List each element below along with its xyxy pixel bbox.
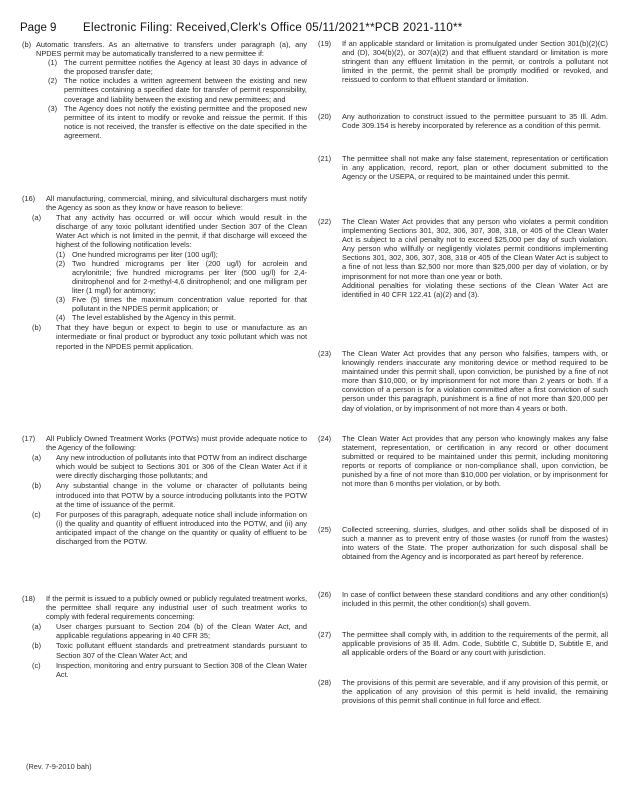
- list-item: (a) Any new introduction of pollutants into that POTW from an indirect discharge which would be subject to Sections 301 or 306 of the Clean Water Act if it were directly discharging those pollutants; and: [32, 453, 307, 481]
- list-item: (c) For purposes of this paragraph, adequate notice shall include information on (i) the quality and quantity of effluent introduced into the POTW, and (ii) any anticipated impact of the change on the quantity or quality of effluent to be discharged from the POTW.: [32, 509, 307, 547]
- section-17-text: All Publicly Owned Treatment Works (POTWs) must provide adequate notice to the Agency of the following:: [46, 434, 307, 453]
- section-number: (27): [318, 630, 332, 639]
- page-header: [20, 22, 610, 38]
- section-text: If an applicable standard or limitation is promulgated under Section 301(b)(2)(C) and (D), 304(b)(2), or 307(a)(2) and that effluent standard or limitation is more stringent than any effluent limitation in the permit, or controls a pollutant not limited in the permit, the permit shall be promptly modified or revoked, and reissued to conform to that effluent standard or limitation.: [342, 39, 608, 85]
- section-number: (19): [318, 39, 332, 48]
- section-number: (21): [318, 154, 332, 163]
- section-text: The permittee shall comply with, in addition to the requirements of the permit, all applicable provisions of 35 Ill. Adm. Code, Subtitle C, Subtitle D, Subtitle E, and all applicable orders of the Board or any court with jurisdiction.: [342, 630, 608, 658]
- section-text: The permittee shall not make any false statement, representation or certification in any application, record, report, plan or other document submitted to the Agency or the USEPA, or required to be maintained under this permit.: [342, 154, 608, 182]
- section-text: Collected screening, slurries, sludges, and other solids shall be disposed of in such a manner as to prevent entry of those wastes (or runoff from the wastes) into waters of the State. The proper authorization for such disposal shall be obtained from the Agency and is incorporated as part hereof by reference.: [342, 525, 608, 562]
- section-number: (23): [318, 349, 332, 358]
- section-number: (22): [318, 217, 332, 226]
- list-item: (b) Toxic pollutant effluent standards and pretreatment standards pursuant to Section 307 of the Clean Water Act; and: [32, 641, 307, 660]
- list-item: (3) Five (5) times the maximum concentration value reported for that pollutant in the NPDES permit application; or: [56, 295, 307, 314]
- section-18: [22, 594, 307, 679]
- revision-footer: (Rev. 7-9-2010 bah): [26, 762, 92, 771]
- list-item: (2) Two hundred micrograms per liter (200 ug/l) for acrolein and acrylonitrile; five hundred micrograms per liter (500 ug/l) for 2,4-dinitrophenol and for 2-methyl-4,6 dinitrophenol; and one milligram per liter (1 mg/l) for antimony;: [56, 258, 307, 295]
- section-text: The Clean Water Act provides that any person who falsifies, tampers with, or knowingly renders inaccurate any monitoring device or method required to be maintained under this permit shall, upon conviction, be punished by a fine of not more than $10,000, or by imprisonment for not more than 2 years or both. If a conviction of a person is for a violation committed after a first conviction of such person under this paragraph, punishment is a fine of not more than $20,000 per day of violation, or by imprisonment of not more than 4 years or both.: [342, 349, 608, 413]
- section-number: (28): [318, 678, 332, 687]
- section-number: (24): [318, 434, 332, 443]
- list-item: (1) The current permittee notifies the Agency at least 30 days in advance of the proposed transfer date;: [48, 58, 307, 77]
- list-item: (4) The level established by the Agency in this permit.: [56, 313, 236, 323]
- section-number: (26): [318, 590, 332, 599]
- section-23: [318, 349, 608, 413]
- section-16-text: All manufacturing, commercial, mining, and silvicultural dischargers must notify the Agency as soon as they know or have reason to believe:: [46, 194, 307, 213]
- section-text: Any authorization to construct issued to the permittee pursuant to 35 Ill. Adm. Code 309.154 is hereby incorporated by reference as a condition of this permit.: [342, 112, 608, 131]
- list-item: (1) One hundred micrograms per liter (100 ug/l);: [56, 249, 218, 259]
- section-25: [318, 525, 608, 561]
- section-19: [318, 39, 608, 84]
- list-item: (3) The Agency does not notify the existing permittee and the proposed new permittee of its intent to modify or revoke and reissue the permit. If this notice is not received, the transfer is effective on the date specified in the agreement.: [48, 103, 307, 140]
- list-item: (b) Any substantial change in the volume or character of pollutants being introduced into that POTW by a source introducing pollutants into the POTW at the time of issuance of the permit.: [32, 481, 307, 509]
- section-text: The Clean Water Act provides that any person who knowingly makes any false statement, representation, or certification in any record or other document submitted or required to be maintained under this permit, including monitoring reports or reports of compliance or non-compliance shall, upon conviction, be punished by a fine of not more than $10,000 per violation, or by imprisonment for not more than 6 months per violation, or by both.: [342, 434, 608, 489]
- section-15b: [22, 39, 307, 140]
- section-21: [318, 154, 608, 181]
- section-text: The Clean Water Act provides that any person who violates a permit condition implementing Sections 301, 302, 306, 307, 308, 318, or 405 of the Clean Water Act is subject to a civil penalty not to exceed $25,000 per day of such violation. Any person who willfully or negligently violates permit conditions implementing Sections 301, 302, 306, 307, 308, 318 or 405 of the Clean Water Act is subject to a fine of not less than $2,500 nor more than $25,000 per day of violation, or by imprisonment for not more than one year or both.: [342, 217, 608, 281]
- list-item: (2) The notice includes a written agreement between the existing and new permittees containing a specified date for transfer of permit responsibility, coverage and liability between the existing and new permittees; and: [48, 76, 307, 104]
- section-28: [318, 678, 608, 705]
- section-number: (20): [318, 112, 332, 121]
- section-text-additional: Additional penalties for violating these sections of the Clean Water Act are identified in 40 CFR 122.41 (a)(2) and (3).: [342, 280, 608, 299]
- filing-stamp: Electronic Filing: Received,Clerk's Office 05/11/2021**PCB 2021-110**: [83, 22, 463, 34]
- section-15b-text: Automatic transfers. As an alternative to transfers under paragraph (a), any NPDES permit may be automatically transferred to a new permittee if:: [36, 40, 307, 59]
- section-15b-label: (b): [22, 40, 32, 49]
- section-number: (18): [22, 594, 36, 603]
- list-item: (a) User charges pursuant to Section 204 (b) of the Clean Water Act, and applicable regulations appearing in 40 CFR 35;: [32, 622, 307, 641]
- section-22: [318, 217, 608, 299]
- list-item: (c) Inspection, monitoring and entry pursuant to Section 308 of the Clean Water Act.: [32, 660, 307, 679]
- section-number: (17): [22, 434, 36, 443]
- page-number: Page 9: [20, 22, 57, 34]
- section-text: In case of conflict between these standard conditions and any other condition(s) included in this permit, the other condition(s) shall govern.: [342, 590, 608, 609]
- section-17: [22, 434, 307, 546]
- section-27: [318, 630, 608, 657]
- section-16: (16) All manufacturing, commercial, mining, and silvicultural dischargers must notify the Agency as soon as they know or have reason to believe: (a) That any activity has occurred or will occur which would result in the discharge of any toxic pollutant identified under Section 307 of the Clean Water Act which is not limited in the permit, if that discharge will exceed the highest of the following notification levels: (1) One hundred micrograms per liter (100 ug/l); (2) Two hundred micrograms per liter (200 ug/l) for acrolein and acrylonitrile; five hundred micrograms per liter (500 ug/l) for 2,4-dinitrophenol and for 2-methyl-4,6 dinitrophenol; and one milligram per liter (1 mg/l) for antimony; (3) Five (5) times the maximum concentration value reported for that pollutant in the NPDES permit application; or (4) The level established by the Agency in this permit. (b) That they have begun or expect to begin to use or manufacture as an intermediate or final product or byproduct any toxic pollutant which was not reported in the NPDES permit application.: [22, 194, 307, 351]
- section-number: (16): [22, 194, 36, 203]
- section-18-text: If the permit is issued to a publicly owned or publicly regulated treatment works, the permittee shall require any industrial user of such treatment works to comply with federal requirements concerning:: [46, 594, 307, 622]
- section-26: [318, 590, 608, 608]
- section-20: [318, 112, 608, 130]
- section-text: The provisions of this permit are severable, and if any provision of this permit, or the application of any provision of this permit is held invalid, the remaining provisions of this permit shall continue in full force and effect.: [342, 678, 608, 706]
- section-number: (25): [318, 525, 332, 534]
- section-24: [318, 434, 608, 489]
